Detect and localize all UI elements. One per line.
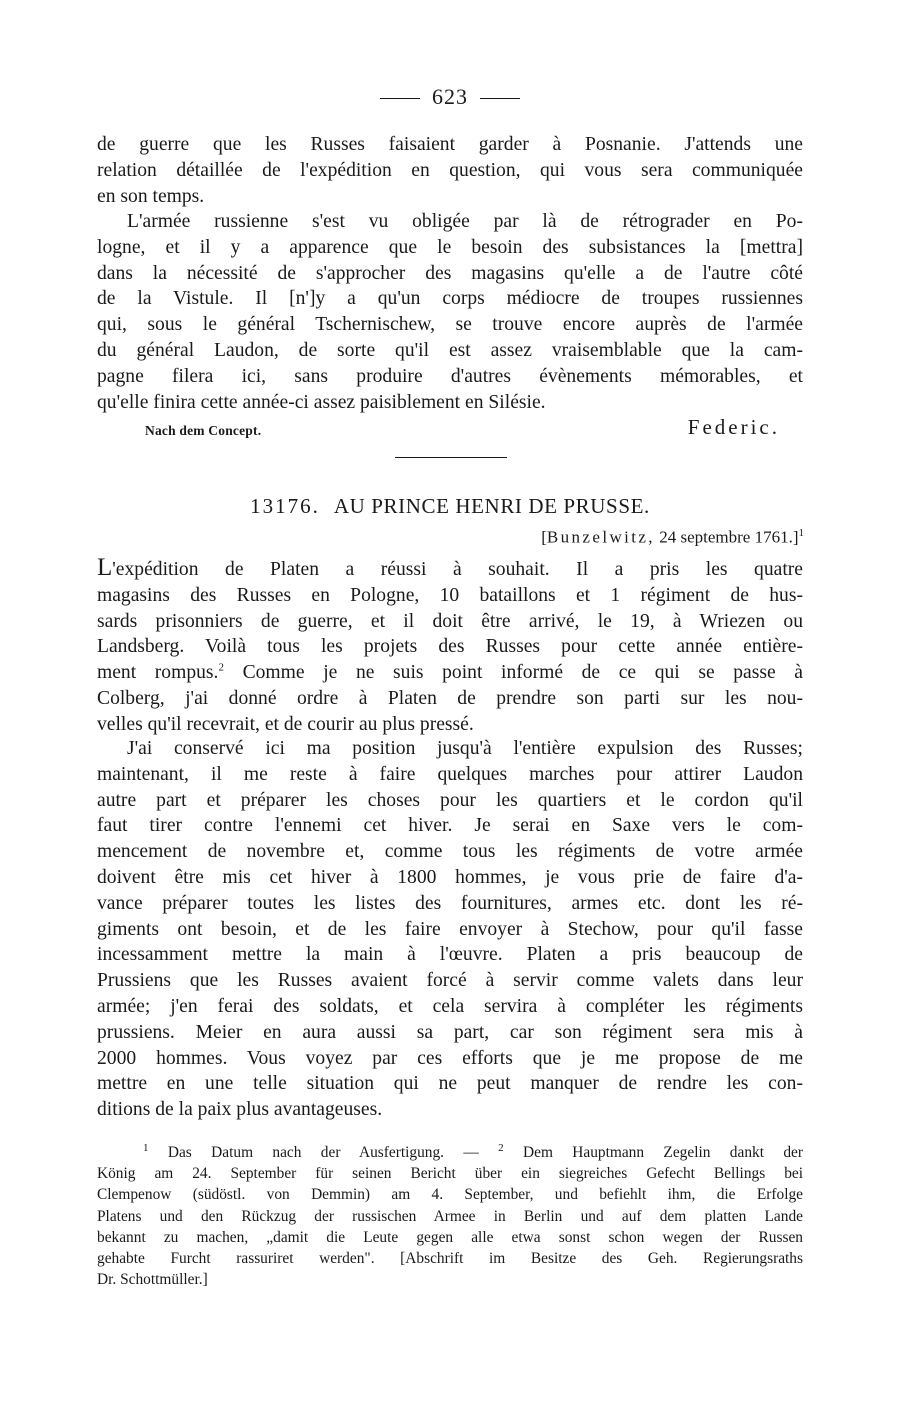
text-line: maintenant, il me reste à faire quelques marches pour attirer Laudon <box>97 763 803 785</box>
text-line: 2000 hommes. Vous voyez par ces efforts que je me propose de me <box>97 1047 803 1069</box>
dateline-date: 24 septembre 1761. <box>659 527 793 547</box>
text-line: faut tirer contre l'ennemi cet hiver. Je serai en Saxe vers le com- <box>97 815 803 837</box>
text-line: Landsberg. Voilà tous les projets des Russes pour cette année entière- <box>97 636 803 658</box>
text-line: de la Vistule. Il [n']y a qu'un corps médiocre de troupes russiennes <box>97 288 803 310</box>
text-line: doivent être mis cet hiver à 1800 hommes, je vous prie de faire d'a- <box>97 866 803 888</box>
letter-paragraph-1 <box>97 555 803 738</box>
text-line: vance préparer toutes les listes des fournitures, armes etc. dont les ré- <box>97 892 803 914</box>
footnote-line: $^1$ Das Datum nach der Ausfertigung. — $^2$ Dem Hauptmann Zegelin dankt der <box>143 1141 803 1161</box>
text-line: Prussiens que les Russes avaient forcé à servir comme valets dans leur <box>97 970 803 992</box>
letter-dateline: [Bunzelwitz, 24 septembre 1761.]$^1$ <box>541 527 804 547</box>
letter-number: 13176. <box>250 494 320 518</box>
text-line: pagne filera ici, sans produire d'autres évènements mémorables, et <box>97 365 803 387</box>
text-line: du général Laudon, de sorte qu'il est assez vraisemblable que la cam- <box>97 339 803 361</box>
text-line: qu'elle finira cette année-ci assez paisiblement en Silésie. <box>97 391 546 413</box>
text-line: ment rompus.$^2$ Comme je ne suis point informé de ce qui se passe à <box>97 661 803 684</box>
text-line: mencement de novembre et, comme tous les régiments de votre armée <box>97 841 803 863</box>
footnote-ref: 2 <box>218 661 224 674</box>
footnote-line: Platens und den Rückzug der russischen Armee in Berlin und auf dem platten Lande <box>97 1207 803 1225</box>
text-line: logne, et il y a apparence que le besoin des subsistances la [mettra] <box>97 236 803 258</box>
letter-heading <box>0 494 900 519</box>
text-line: relation détaillée de l'expédition en question, qui vous sera communiquée <box>97 159 803 181</box>
text-line: sards prisonniers de guerre, et il doit être arrivé, le 19, à Wriezen ou <box>97 610 803 632</box>
text-line: en son temps. <box>97 185 205 207</box>
page-number-dash-right <box>480 98 520 99</box>
previous-letter-paragraph <box>97 209 803 415</box>
text-line: prussiens. Meier en aura aussi sa part, car son régiment sera mis à <box>97 1021 803 1043</box>
continuation-paragraph <box>97 132 803 209</box>
footnote-line: Clempenow (südöstl. von Demmin) am 4. September, und befiehlt ihm, die Erfolge <box>97 1186 803 1204</box>
letter-title: AU PRINCE HENRI DE PRUSSE. <box>333 494 650 518</box>
footnote-mark: 2 <box>498 1141 504 1154</box>
footnote-line: bekannt zu machen, „damit die Leute gegen alle etwa sonst schon wegen der Russen <box>97 1228 803 1246</box>
signature: Federic. <box>687 415 780 439</box>
letter-paragraph-2 <box>97 736 803 1123</box>
text-line: qui, sous le général Tschernischew, se trouve encore auprès de l'armée <box>97 314 803 336</box>
text-line: magasins des Russes en Pologne, 10 bataillons et 1 régiment de hus- <box>97 584 803 606</box>
text-line: autre part et préparer les choses pour les quartiers et le cordon qu'il <box>97 789 803 811</box>
footnote-ref: 1 <box>798 527 804 539</box>
text-line: J'ai conservé ici ma position jusqu'à l'entière expulsion des Russes; <box>127 738 803 759</box>
footnote-line: gehabte Furcht rassuriret werden". [Abschrift im Besitze des Geh. Regierungsraths <box>97 1250 803 1268</box>
text-line: velles qu'il recevrait, et de courir au plus pressé. <box>97 713 474 735</box>
text-line: giments ont besoin, et de les faire envoyer à Stechow, pour qu'il fasse <box>97 918 803 940</box>
text-line: incessamment mettre la main à l'œuvre. Platen a pris beaucoup de <box>97 944 803 966</box>
separator-rule <box>395 457 507 458</box>
initial-letter: L <box>97 554 113 581</box>
text-line: de guerre que les Russes faisaient garder à Posnanie. J'attends une <box>97 134 803 155</box>
dateline-place: Bunzelwitz, <box>546 527 655 547</box>
text-line: dans la nécessité de s'approcher des magasins qu'elle a de l'autre côté <box>97 262 803 284</box>
signature-row <box>145 415 780 445</box>
footnotes <box>97 1142 803 1290</box>
footnote-mark: 1 <box>143 1141 149 1154</box>
text-line: L'armée russienne s'est vu obligée par là de rétrograder en Po- <box>127 211 803 232</box>
page-number-dash-left <box>380 98 420 99</box>
text-line: Colberg, j'ai donné ordre à Platen de prendre son parti sur les nou- <box>97 687 803 709</box>
source-note: Nach dem Concept. <box>145 423 262 438</box>
text-line: armée; j'en ferai des soldats, et cela servira à compléter les régiments <box>97 995 803 1017</box>
text-line: mettre en une telle situation qui ne peut manquer de rendre les con- <box>97 1073 803 1095</box>
footnote-line: Dr. Schottmüller.] <box>97 1271 208 1289</box>
footnote-line: König am 24. September für seinen Bericht über ein siegreiches Gefecht Bellings bei <box>97 1165 803 1183</box>
text-line: ditions de la paix plus avantageuses. <box>97 1099 383 1121</box>
page-number: 623 <box>0 84 900 110</box>
text-line: L'expédition de Platen a réussi à souhait. Il a pris les quatre <box>97 554 803 581</box>
